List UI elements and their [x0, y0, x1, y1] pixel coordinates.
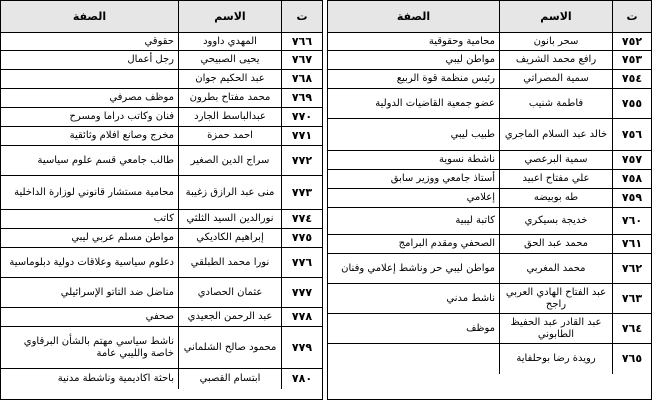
person-name: محمد عبد الحق: [499, 235, 613, 253]
person-name: سحر بانون: [499, 33, 613, 50]
person-description: [1, 70, 178, 88]
left-table-header: [1, 1, 322, 33]
person-description: إعلامي: [466, 192, 495, 203]
left-table: [0, 0, 323, 400]
row-number: ٧٦٢: [621, 261, 643, 275]
person-name: رويدة رضا بوحلفاية: [499, 344, 613, 374]
person-description: موظف: [466, 322, 495, 334]
table-row: [328, 119, 651, 151]
person-name: خديجة بسيكري: [499, 208, 613, 234]
person-name: نورالدين السيد الثلثي: [178, 210, 282, 228]
person-name: نورا محمد الطبلقي: [178, 248, 282, 277]
person-description: عضو جمعية القاضيات الدولية: [375, 97, 495, 109]
header-desc: الصفة: [72, 9, 107, 23]
person-description: محامية مستشار قانوني لوزارة الداخلية: [14, 186, 174, 198]
person-description: مناضل ضد التاتو الإسرائيلي: [60, 286, 174, 298]
table-row: [328, 170, 651, 189]
header-num: ت: [626, 9, 638, 23]
person-name: طه بوبيضه: [499, 189, 613, 207]
table-row: [328, 70, 651, 89]
table-row: [1, 229, 322, 248]
row-number: ٧٧٩: [291, 340, 313, 354]
person-description: طبيب ليبي: [450, 128, 495, 140]
person-name: رافع محمد الشريف: [499, 51, 613, 69]
person-description: حقوقي: [144, 35, 174, 47]
row-number: ٧٥٦: [621, 127, 643, 141]
table-row: [328, 254, 651, 284]
person-description: طالب جامعي قسم علوم سياسية: [37, 154, 174, 166]
table-row: [328, 284, 651, 314]
person-description: محامية وحقوقية: [428, 35, 495, 47]
person-name: عثمان الحصادي: [178, 278, 282, 307]
person-name: محمود صالح الشلماني: [178, 327, 282, 368]
person-description: ناشط سياسي مهتم بالشأن البرقاوي خاصة والليبي عامة: [23, 335, 174, 359]
row-number: ٧٦٣: [621, 291, 643, 305]
table-row: [328, 33, 651, 51]
person-description: كاتبة ليبية: [455, 215, 495, 226]
person-name: عبدالباسط الجارد: [178, 108, 282, 126]
table-row: [1, 70, 322, 89]
person-name: عبد الرحمن الجعيدي: [178, 308, 282, 326]
header-name: الاسم: [499, 1, 613, 32]
person-name: محمد مفتاح بطرون: [178, 89, 282, 107]
table-row: [328, 344, 651, 374]
row-number: ٧٥٣: [621, 53, 643, 66]
header-desc: الصفة: [396, 9, 431, 23]
row-number: ٧٦١: [621, 237, 643, 250]
row-number: ٧٦٥: [621, 352, 643, 365]
person-description: فنان وكاتب دراما ومسرح: [69, 111, 174, 122]
table-row: [1, 278, 322, 308]
row-number: ٧٧٥: [291, 231, 313, 244]
row-number: ٧٧١: [291, 129, 313, 142]
person-name: منى عبد الرازق زغيبة: [178, 176, 282, 209]
table-row: [1, 327, 322, 369]
person-name: سمية المصراتي: [499, 70, 613, 88]
table-row: [328, 189, 651, 208]
row-number: ٧٧٤: [291, 212, 313, 225]
person-description: ناشط مدني: [446, 292, 495, 304]
header-num: ت: [296, 9, 308, 23]
row-number: ٧٦٨: [291, 72, 313, 85]
table-row: [1, 127, 322, 146]
person-description: صحفي: [145, 311, 174, 322]
table-row: [1, 146, 322, 176]
row-number: ٧٥٨: [621, 172, 643, 185]
person-name: إبراهيم الكاديكي: [178, 229, 282, 247]
row-number: ٧٦٠: [621, 214, 643, 227]
person-description: دعلوم سياسية وعلاقات دولية دبلوماسية: [9, 256, 174, 268]
row-number: ٧٥٢: [621, 34, 643, 48]
table-row: [1, 176, 322, 210]
row-number: ٧٧٠: [291, 110, 313, 123]
row-number: ٧٥٩: [621, 191, 643, 204]
person-description: موظف مصرفي: [109, 92, 174, 103]
row-number: ٧٧٢: [291, 153, 313, 167]
table-row: [1, 248, 322, 278]
table-row: [328, 151, 651, 170]
row-number: ٧٧٣: [291, 185, 313, 199]
person-name: احمد حمزة: [178, 127, 282, 145]
row-number: ٧٦٧: [291, 53, 313, 66]
row-number: ٧٦٩: [291, 91, 313, 104]
table-row: [1, 308, 322, 327]
person-name: سراج الدين الصغير: [178, 146, 282, 175]
table-row: [328, 51, 651, 70]
row-number: ٧٧٧: [291, 285, 313, 299]
person-name: خالد عبد السلام الماجري: [499, 119, 613, 150]
row-number: ٧٥٧: [621, 153, 643, 166]
table-row: [1, 369, 322, 389]
person-name: عبد الحكيم جوان: [178, 70, 282, 88]
person-description: مواطن مسلم عربي ليبي: [71, 232, 174, 243]
table-row: [1, 51, 322, 70]
right-table-header: [328, 1, 651, 33]
right-table: [327, 0, 652, 400]
table-row: [1, 89, 322, 108]
person-description: مواطن ليبي حر وناشط إعلامي وفنان: [341, 262, 495, 274]
person-name: محمد المغربي: [499, 254, 613, 283]
table-row: [328, 235, 651, 254]
table-row: [328, 89, 651, 119]
person-description: مخرج وصانع افلام وثائقية: [69, 130, 174, 141]
row-number: ٧٧٨: [291, 310, 313, 323]
person-description: باحثة اكاديمية وناشطة مدنية: [57, 373, 174, 384]
person-name: عبد القادر عبد الحفيظ الطابوني: [499, 314, 613, 343]
person-description: أستاذ جامعي ووزير سابق: [390, 173, 495, 184]
person-description: رجل أعمال: [127, 54, 174, 65]
row-number: ٧٦٤: [621, 321, 643, 335]
person-description: مواطن ليبي: [445, 54, 495, 65]
person-name: علي مفتاح اعبيد: [499, 170, 613, 188]
person-name: عبد الفتاح الهادي العربي راجح: [499, 284, 613, 313]
person-name: فاطمة شنيب: [499, 89, 613, 118]
row-number: ٧٥٤: [621, 72, 643, 85]
table-row: [1, 108, 322, 127]
row-number: ٧٦٦: [291, 34, 313, 48]
person-name: المهدي داوود: [178, 33, 282, 50]
table-row: [328, 208, 651, 235]
table-row: [328, 314, 651, 344]
person-name: سمية البرعصي: [499, 151, 613, 169]
person-name: يحيى الصبيحي: [178, 51, 282, 69]
person-description: كاتب: [153, 213, 174, 224]
table-row: [1, 210, 322, 229]
person-description: رئيس منظمة قوة الربيع: [396, 73, 495, 84]
person-description: الصحفي ومقدم البرامج: [398, 238, 495, 249]
table-row: [1, 33, 322, 51]
row-number: ٧٨٠: [291, 372, 313, 385]
row-number: ٧٥٥: [621, 96, 643, 110]
person-description: ناشطة نسوية: [439, 154, 495, 165]
person-description: [328, 344, 499, 374]
person-name: ابتسام القصبي: [178, 369, 282, 389]
header-name: الاسم: [178, 1, 282, 32]
row-number: ٧٧٦: [291, 255, 313, 269]
